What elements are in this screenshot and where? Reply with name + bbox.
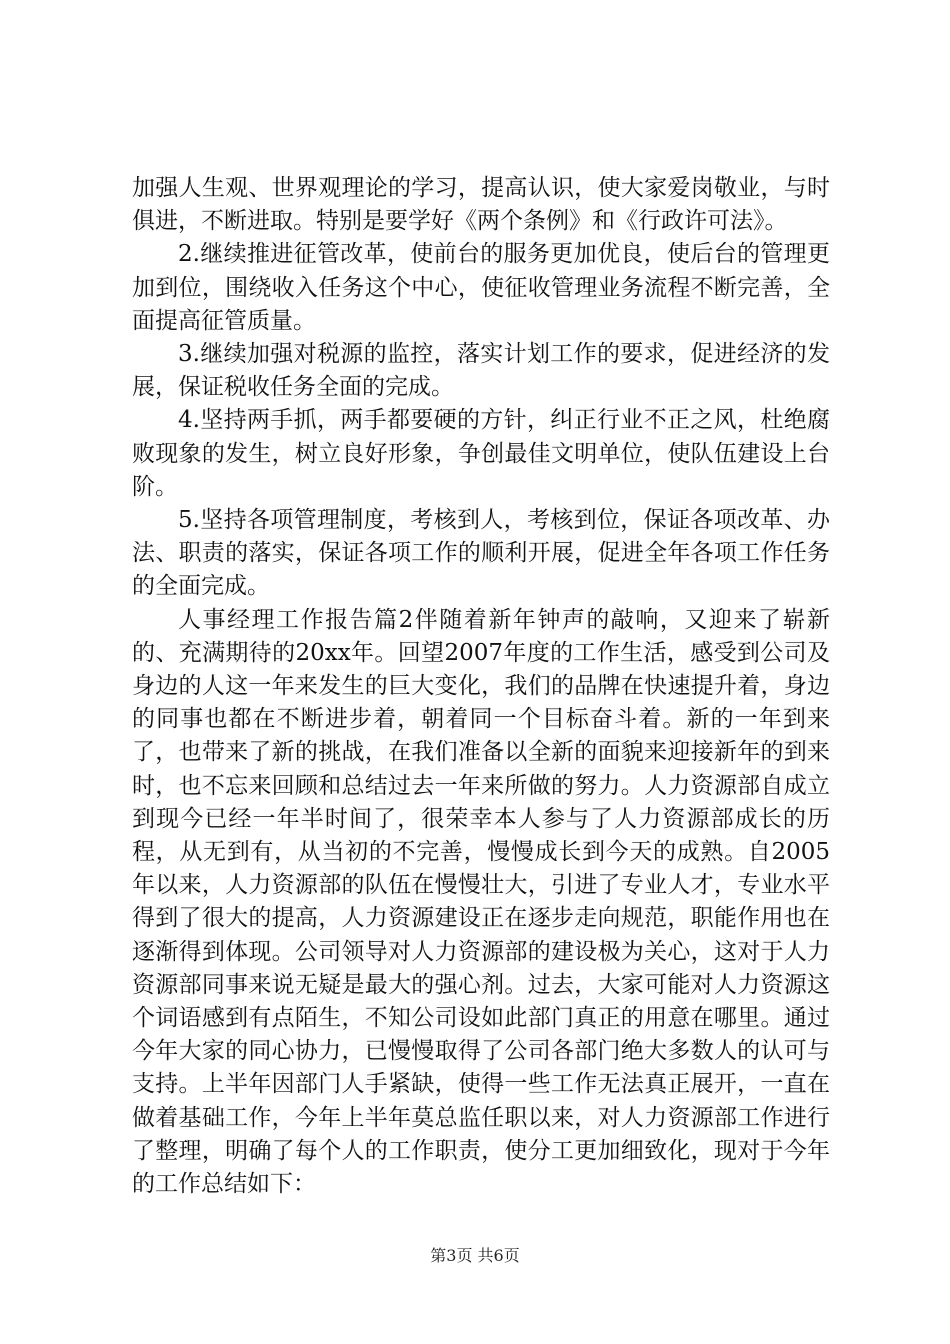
paragraph-report-2: 人事经理工作报告篇2伴随着新年钟声的敲响，又迎来了崭新的、充满期待的20xx年。回望2007年度的工作生活，感受到公司及身边的人这一年来发生的巨大变化，我们的品牌在快速提升着，身边的同事也都在不断进步着，朝着同一个目标奋斗着。新的一年到来了，也带来了新的挑战，在我们准备以全新的面貌来迎接新年的到来时，也不忘来回顾和总结过去一年来所做的努力。人力资源部自成立到现今已经一年半时间了，很荣幸本人参与了人力资源部成长的历程，从无到有，从当初的不完善，慢慢成长到今天的成熟。自2005年以来，人力资源部的队伍在慢慢壮大，引进了专业人才，专业水平得到了很大的提高，人力资源建设正在逐步走向规范，职能作用也在逐渐得到体现。公司领导对人力资源部的建设极为关心，这对于人力资源部同事来说无疑是最大的强心剂。过去，大家可能对人力资源这个词语感到有点陌生，不知公司设如此部门真正的用意在哪里。通过今年大家的同心协力，已慢慢取得了公司各部门绝大多数人的认可与支持。上半年因部门人手紧缺，使得一些工作无法真正展开，一直在做着基础工作，今年上半年莫总监任职以来，对人力资源部工作进行了整理，明确了每个人的工作职责，使分工更加细致化，现对于今年的工作总结如下： bbox=[132, 606, 830, 1198]
paragraph-item-4: 4.坚持两手抓，两手都要硬的方针，纠正行业不正之风，杜绝腐败现象的发生，树立良好形象，争创最佳文明单位，使队伍建设上台阶。 bbox=[132, 407, 830, 500]
paragraph-continuation: 加强人生观、世界观理论的学习，提高认识，使大家爱岗敬业，与时俱进，不断进取。特别是要学好《两个条例》和《行政许可法》。 bbox=[132, 175, 830, 235]
paragraph-item-5: 5.坚持各项管理制度，考核到人，考核到位，保证各项改革、办法、职责的落实，保证各项工作的顺利开展，促进全年各项工作任务的全面完成。 bbox=[132, 507, 830, 600]
paragraph-item-2: 2.继续推进征管改革，使前台的服务更加优良，使后台的管理更加到位，围绕收入任务这个中心，使征收管理业务流程不断完善，全面提高征管质量。 bbox=[132, 241, 830, 334]
page-number-footer: 第3页 共6页 bbox=[430, 1246, 520, 1265]
document-body bbox=[132, 172, 830, 1201]
paragraph-item-3: 3.继续加强对税源的监控，落实计划工作的要求，促进经济的发展，保证税收任务全面的完成。 bbox=[132, 341, 830, 401]
